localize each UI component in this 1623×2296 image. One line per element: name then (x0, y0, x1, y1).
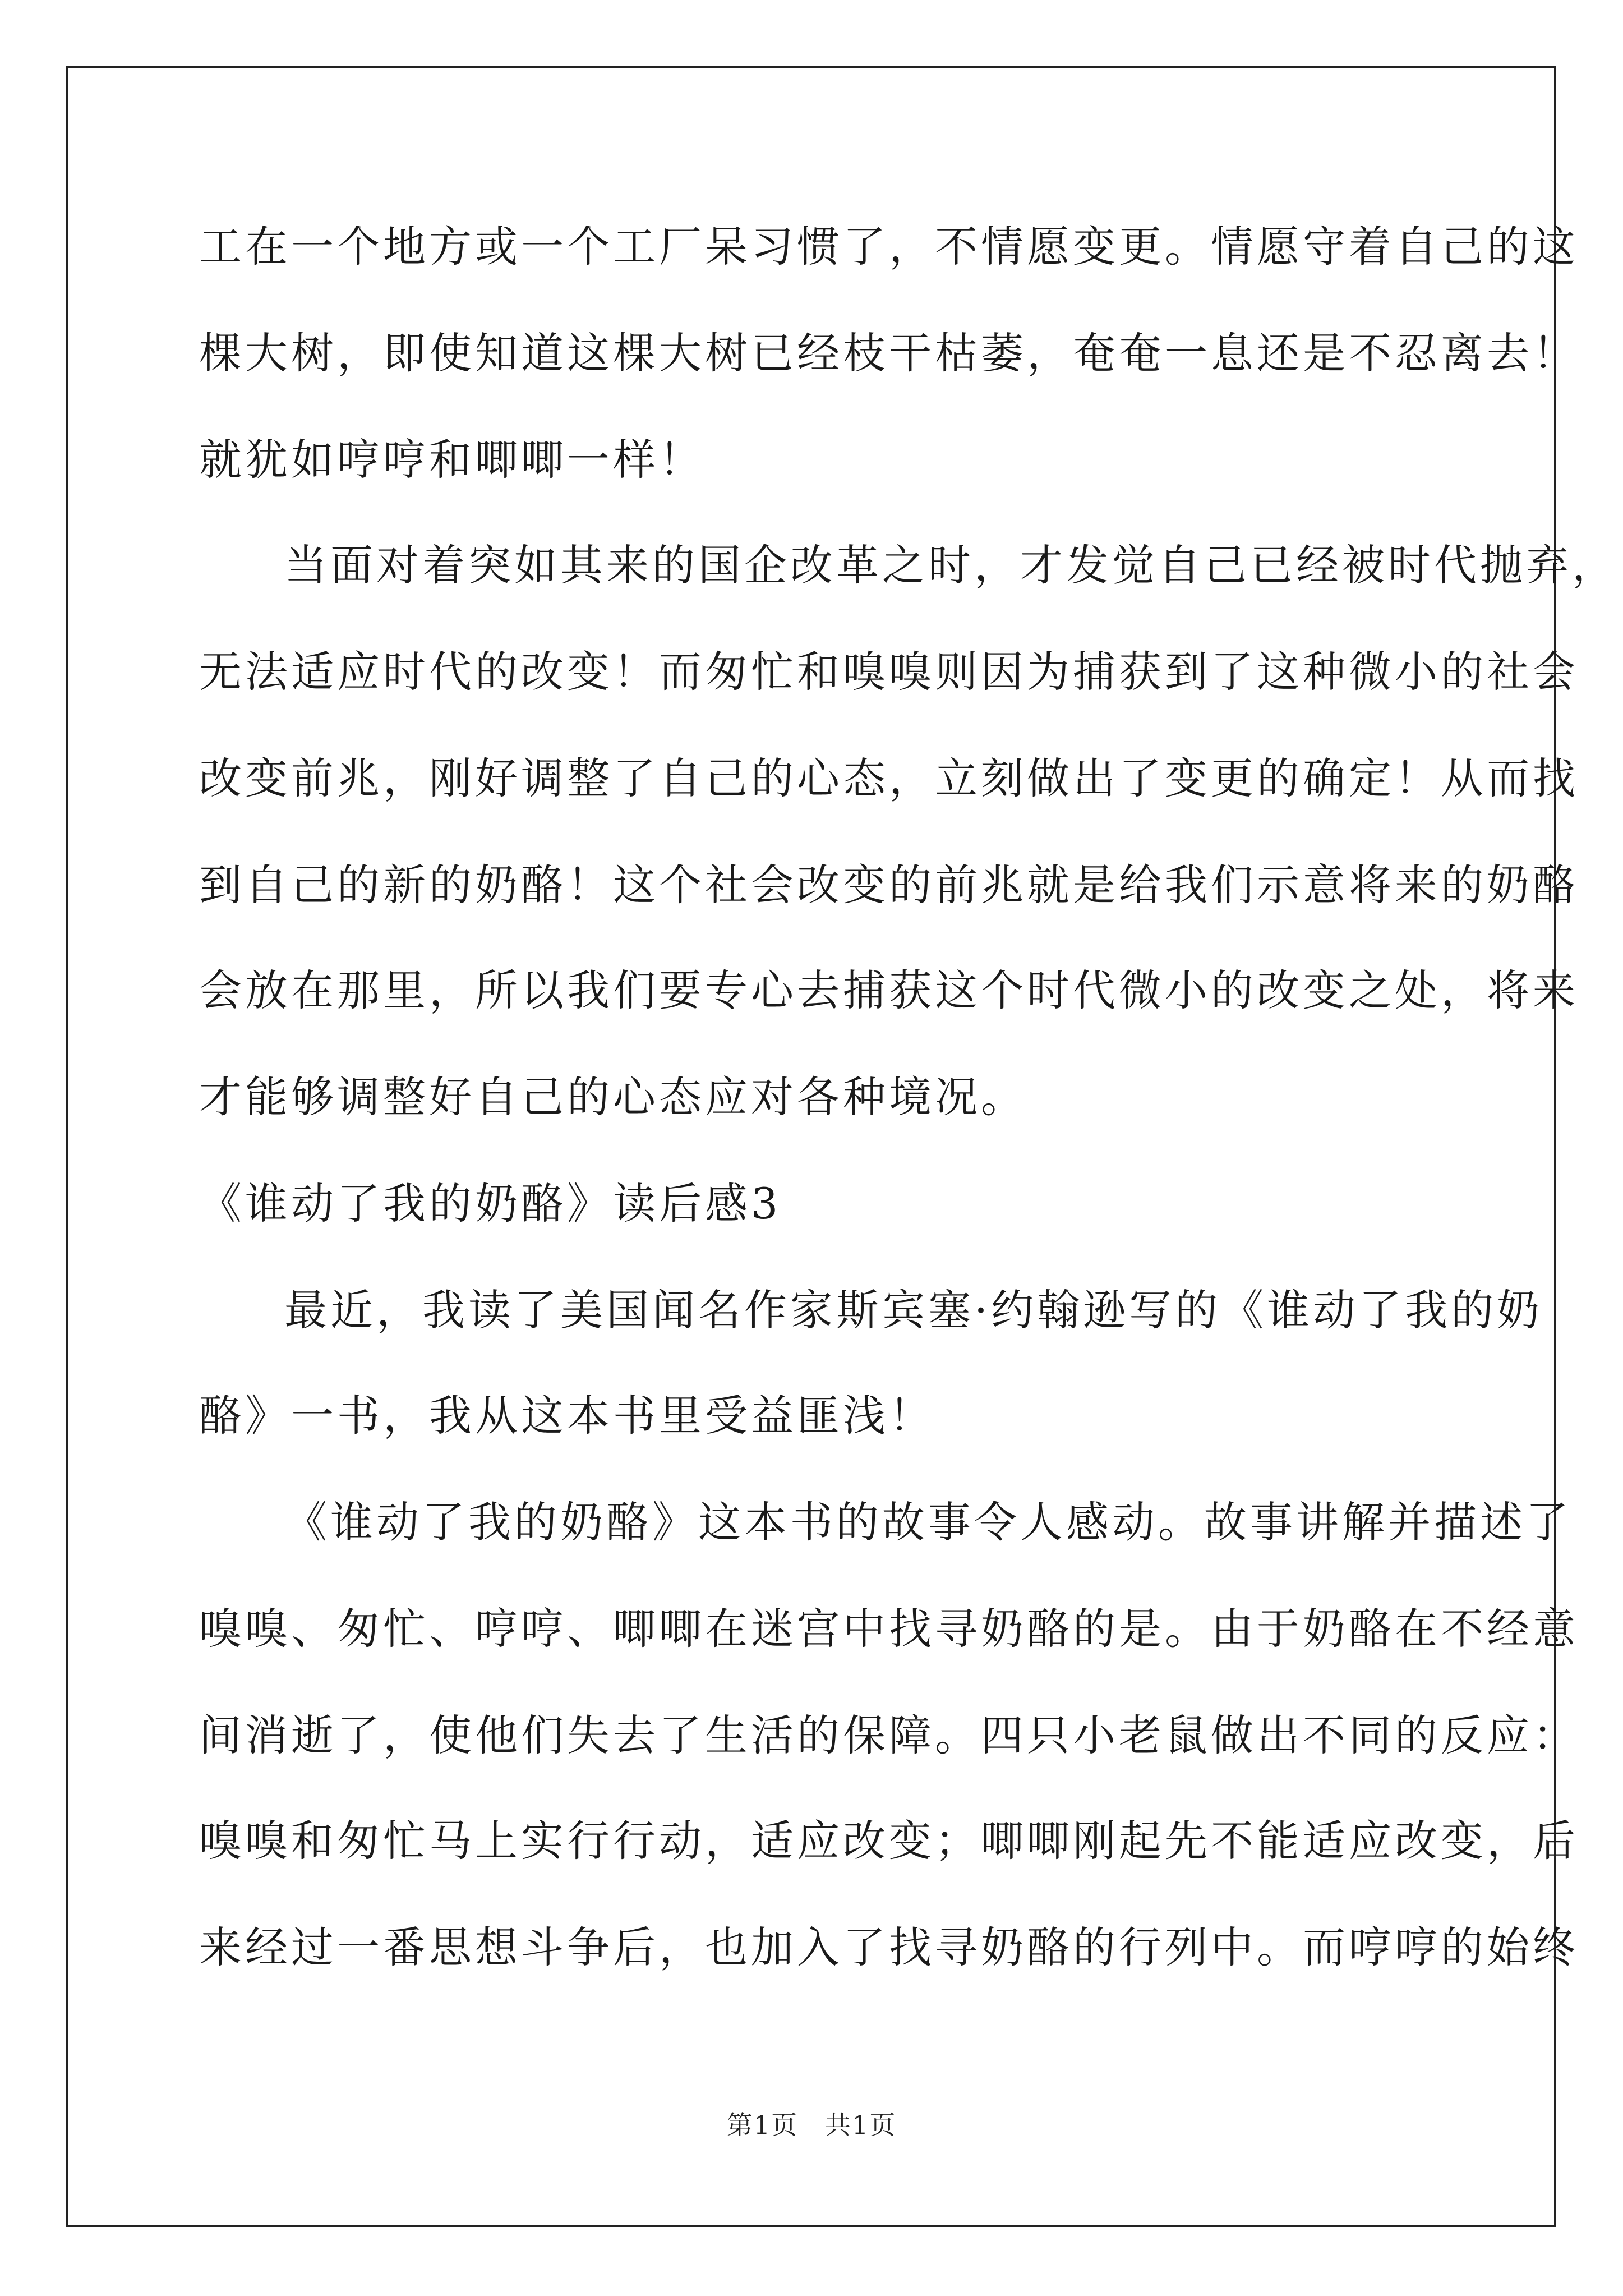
paragraph-start-line: 最近，我读了美国闻名作家斯宾塞·约翰逊写的《谁动了我的奶 (284, 1285, 1543, 1335)
text-line: 无法适应时代的改变！而匆忙和嗅嗅则因为捕获到了这种微小的社会 (199, 647, 1579, 697)
text-line: 到自己的新的奶酪！这个社会改变的前兆就是给我们示意将来的奶酪 (199, 860, 1579, 910)
text-line: 酪》一书，我从这本书里受益匪浅！ (199, 1391, 935, 1441)
text-line: 嗅嗅、匆忙、哼哼、唧唧在迷宫中找寻奶酪的是。由于奶酪在不经意 (199, 1604, 1579, 1654)
text-line: 间消逝了，使他们失去了生活的保障。四只小老鼠做出不同的反应： (199, 1710, 1579, 1760)
paragraph-start-line: 《谁动了我的奶酪》这本书的故事令人感动。故事讲解并描述了 (284, 1497, 1572, 1547)
text-line: 工在一个地方或一个工厂呆习惯了，不情愿变更。情愿守着自己的这 (199, 222, 1579, 272)
paragraph-start-line: 当面对着突如其来的国企改革之时，才发觉自己已经被时代抛弃， (284, 540, 1618, 590)
page-number-footer: 第1页 共1页 (726, 2110, 897, 2140)
text-line: 来经过一番思想斗争后，也加入了找寻奶酪的行列中。而哼哼的始终 (199, 1922, 1579, 1972)
text-line: 就犹如哼哼和唧唧一样！ (199, 435, 705, 485)
text-line: 棵大树，即使知道这棵大树已经枝干枯萎，奄奄一息还是不忍离去！ (199, 328, 1579, 378)
text-line: 会放在那里，所以我们要专心去捕获这个时代微小的改变之处，将来 (199, 965, 1579, 1015)
text-line: 嗅嗅和匆忙马上实行行动，适应改变；唧唧刚起先不能适应改变，后 (199, 1816, 1579, 1866)
page-border (66, 66, 1556, 2227)
text-line: 改变前兆，刚好调整了自己的心态，立刻做出了变更的确定！从而找 (199, 753, 1579, 803)
text-line: 才能够调整好自己的心态应对各种境况。 (199, 1072, 1027, 1122)
section-heading: 《谁动了我的奶酪》读后感3 (199, 1179, 782, 1228)
